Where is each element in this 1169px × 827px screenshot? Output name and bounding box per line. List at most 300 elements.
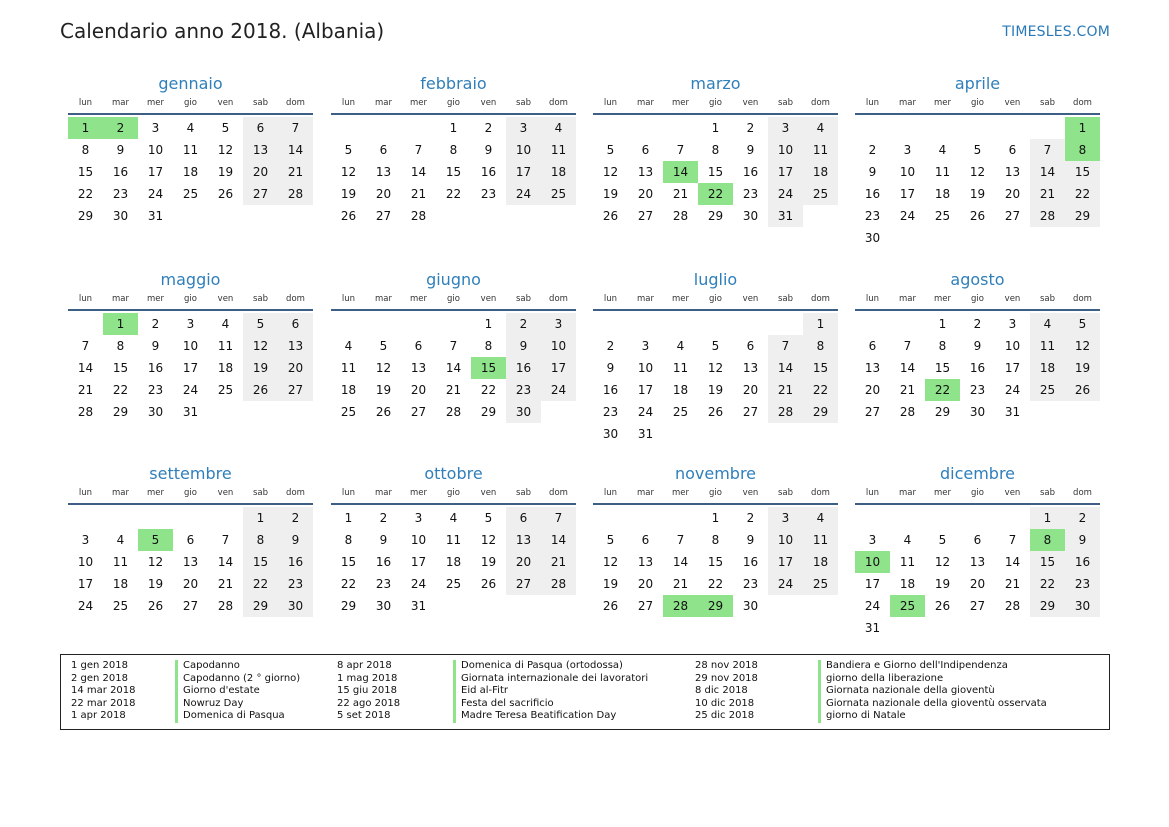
day-cell: 5 — [1065, 313, 1100, 335]
weekday-label: mar — [112, 98, 129, 108]
day-cell: 15 — [707, 555, 724, 569]
weekday-label: mer — [409, 488, 427, 498]
day-cell: 13 — [969, 555, 986, 569]
weekday-header — [68, 95, 313, 115]
day-cell: 31 — [410, 599, 427, 613]
day-cell: 1 — [711, 121, 720, 135]
day-cell: 12 — [147, 555, 164, 569]
legend-date: 22 mar 2018 — [71, 697, 136, 709]
day-cell: 4 — [344, 339, 353, 353]
day-cell: 9 — [868, 165, 877, 179]
day-cell: 13 — [410, 361, 427, 375]
day-cell: 10 — [768, 529, 803, 551]
day-cell: 19 — [217, 165, 234, 179]
day-cell: 25 — [934, 209, 951, 223]
day-cell: 5 — [484, 511, 493, 525]
day-cell: 21 — [541, 551, 576, 573]
weekday-label: gio — [971, 488, 984, 498]
day-cell: 20 — [243, 161, 278, 183]
weekday-label: sab — [252, 488, 269, 498]
day-cell: 13 — [864, 361, 881, 375]
day-cell: 30 — [602, 427, 619, 441]
day-cell: 30 — [112, 209, 129, 223]
day-cell: 11 — [445, 533, 462, 547]
legend-date: 8 dic 2018 — [695, 685, 748, 697]
day-grid — [593, 115, 838, 227]
day-cell: 8 — [803, 335, 838, 357]
weekday-label: mar — [637, 488, 654, 498]
day-cell: 2 — [278, 507, 313, 529]
day-cell: 18 — [803, 551, 838, 573]
weekday-label: dom — [549, 98, 568, 108]
day-cell: 5 — [938, 533, 947, 547]
legend-names-col-2 — [455, 660, 648, 723]
day-cell: 6 — [186, 533, 195, 547]
day-cell: 24 — [182, 383, 199, 397]
day-cell: 2 — [606, 339, 615, 353]
day-cell: 11 — [112, 555, 129, 569]
day-cell: 12 — [602, 165, 619, 179]
day-cell: 18 — [217, 361, 234, 375]
day-cell: 19 — [707, 383, 724, 397]
day-cell: 10 — [182, 339, 199, 353]
day-cell: 24 — [768, 573, 803, 595]
day-cell: 17 — [768, 161, 803, 183]
legend-date: 29 nov 2018 — [695, 672, 758, 684]
day-cell: 1 — [243, 507, 278, 529]
empty-cell — [68, 507, 103, 529]
weekday-label: mar — [112, 294, 129, 304]
day-cell: 2 — [868, 143, 877, 157]
day-cell: 4 — [903, 533, 912, 547]
day-cell: 7 — [414, 143, 423, 157]
day-cell: 6 — [641, 533, 650, 547]
empty-cell — [890, 117, 925, 139]
weekday-label: lun — [865, 488, 880, 498]
holiday-day-cell: 15 — [471, 357, 506, 379]
day-cell: 11 — [182, 143, 199, 157]
weekday-label: gio — [447, 98, 460, 108]
day-cell: 2 — [379, 511, 388, 525]
empty-cell — [733, 313, 768, 335]
day-cell: 3 — [541, 313, 576, 335]
day-cell: 21 — [1004, 577, 1021, 591]
weekday-label: ven — [217, 98, 234, 108]
weekday-label: sab — [1039, 488, 1056, 498]
day-grid — [68, 115, 313, 227]
day-cell: 16 — [480, 165, 497, 179]
empty-cell — [366, 117, 401, 139]
site-link[interactable]: TIMESLES.COM — [1002, 24, 1110, 40]
day-cell: 2 — [973, 317, 982, 331]
day-cell: 20 — [182, 577, 199, 591]
weekday-label: mer — [146, 98, 164, 108]
holiday-day-cell: 8 — [1030, 529, 1065, 551]
weekday-header — [593, 485, 838, 505]
day-grid — [68, 311, 313, 423]
day-cell: 25 — [217, 383, 234, 397]
holiday-day-cell: 29 — [698, 595, 733, 617]
day-cell: 10 — [77, 555, 94, 569]
month-name: giugno — [426, 270, 481, 289]
day-cell: 2 — [151, 317, 160, 331]
month-name: marzo — [690, 74, 741, 93]
day-cell: 28 — [410, 209, 427, 223]
day-cell: 27 — [375, 209, 392, 223]
weekday-label: sab — [777, 294, 794, 304]
empty-cell — [995, 117, 1030, 139]
empty-cell — [995, 507, 1030, 529]
day-cell: 25 — [672, 405, 689, 419]
day-cell: 25 — [445, 577, 462, 591]
legend-holiday-name: Bandiera e Giorno dell'Indipendenza — [826, 660, 1008, 671]
day-cell: 15 — [934, 361, 951, 375]
day-cell: 11 — [1030, 335, 1065, 357]
day-cell: 19 — [375, 383, 392, 397]
empty-cell — [436, 313, 471, 335]
legend-date: 1 apr 2018 — [71, 710, 126, 722]
day-cell: 25 — [112, 599, 129, 613]
day-cell: 29 — [77, 209, 94, 223]
legend-date: 5 set 2018 — [337, 710, 391, 722]
day-cell: 23 — [742, 577, 759, 591]
day-cell: 18 — [1030, 357, 1065, 379]
weekday-label: ven — [742, 98, 759, 108]
weekday-label: sab — [515, 98, 532, 108]
day-cell: 9 — [506, 335, 541, 357]
day-cell: 26 — [375, 405, 392, 419]
day-cell: 8 — [243, 529, 278, 551]
empty-cell — [138, 507, 173, 529]
day-cell: 12 — [480, 533, 497, 547]
empty-cell — [663, 507, 698, 529]
day-cell: 15 — [707, 165, 724, 179]
day-cell: 2 — [746, 511, 755, 525]
legend-dates-col-3 — [695, 660, 758, 723]
day-cell: 17 — [506, 161, 541, 183]
legend-dates-col-2 — [337, 660, 400, 723]
day-cell: 28 — [768, 401, 803, 423]
weekday-label: dom — [811, 294, 830, 304]
day-cell: 5 — [606, 143, 615, 157]
weekday-label: ven — [742, 294, 759, 304]
weekday-label: sab — [515, 488, 532, 498]
day-cell: 20 — [637, 187, 654, 201]
day-cell: 18 — [445, 555, 462, 569]
weekday-label: gio — [709, 488, 722, 498]
day-cell: 19 — [602, 187, 619, 201]
holiday-day-cell: 1 — [68, 117, 103, 139]
day-cell: 17 — [768, 551, 803, 573]
day-cell: 28 — [278, 183, 313, 205]
day-cell: 27 — [506, 573, 541, 595]
day-cell: 28 — [672, 209, 689, 223]
day-cell: 21 — [217, 577, 234, 591]
weekday-label: sab — [1039, 294, 1056, 304]
empty-cell — [628, 507, 663, 529]
day-cell: 19 — [1065, 357, 1100, 379]
day-cell: 3 — [151, 121, 160, 135]
day-cell: 31 — [1004, 405, 1021, 419]
holiday-day-cell: 8 — [1065, 139, 1100, 161]
weekday-header — [855, 485, 1100, 505]
month-name: settembre — [149, 464, 232, 483]
legend-holiday-name: Capodanno — [183, 660, 240, 671]
day-cell: 11 — [672, 361, 689, 375]
day-cell: 20 — [506, 551, 541, 573]
weekday-label: ven — [1004, 294, 1021, 304]
month-name: agosto — [950, 270, 1005, 289]
day-cell: 21 — [672, 187, 689, 201]
day-cell: 7 — [449, 339, 458, 353]
day-cell: 10 — [410, 533, 427, 547]
day-cell: 20 — [637, 577, 654, 591]
holiday-day-cell: 22 — [698, 183, 733, 205]
day-cell: 10 — [541, 335, 576, 357]
legend-holiday-name: giorno della liberazione — [826, 672, 944, 684]
empty-cell — [768, 313, 803, 335]
empty-cell — [401, 117, 436, 139]
day-cell: 24 — [1004, 383, 1021, 397]
day-cell: 29 — [934, 405, 951, 419]
month-giugno — [331, 269, 576, 423]
day-cell: 2 — [506, 313, 541, 335]
day-cell: 31 — [147, 209, 164, 223]
month-name: dicembre — [939, 464, 1016, 483]
day-cell: 30 — [864, 231, 881, 245]
legend-names-col-3 — [820, 660, 1047, 723]
legend-date: 28 nov 2018 — [695, 660, 758, 671]
day-cell: 30 — [506, 401, 541, 423]
weekday-header — [593, 95, 838, 115]
day-cell: 30 — [1065, 595, 1100, 617]
day-cell: 11 — [899, 555, 916, 569]
month-name: ottobre — [424, 464, 483, 483]
weekday-label: lun — [78, 294, 93, 304]
day-cell: 16 — [602, 383, 619, 397]
day-cell: 27 — [410, 405, 427, 419]
holiday-legend — [60, 654, 1110, 730]
day-cell: 3 — [868, 533, 877, 547]
holiday-day-cell: 10 — [855, 551, 890, 573]
weekday-label: mar — [899, 294, 916, 304]
weekday-label: dom — [549, 488, 568, 498]
day-cell: 3 — [506, 117, 541, 139]
day-cell: 16 — [1065, 551, 1100, 573]
weekday-label: ven — [742, 488, 759, 498]
day-grid — [331, 115, 576, 227]
weekday-label: ven — [217, 488, 234, 498]
day-cell: 12 — [1065, 335, 1100, 357]
day-cell: 11 — [541, 139, 576, 161]
day-cell: 31 — [768, 205, 803, 227]
legend-holiday-name: Eid al-Fitr — [461, 685, 508, 697]
day-cell: 27 — [742, 405, 759, 419]
day-cell: 17 — [147, 165, 164, 179]
day-cell: 7 — [81, 339, 90, 353]
day-cell: 30 — [742, 209, 759, 223]
day-cell: 13 — [742, 361, 759, 375]
day-cell: 9 — [278, 529, 313, 551]
day-cell: 6 — [278, 313, 313, 335]
day-cell: 20 — [1004, 187, 1021, 201]
empty-cell — [173, 507, 208, 529]
day-cell: 23 — [480, 187, 497, 201]
day-cell: 28 — [217, 599, 234, 613]
day-cell: 18 — [803, 161, 838, 183]
day-cell: 28 — [899, 405, 916, 419]
legend-holiday-name: Capodanno (2 ° giorno) — [183, 672, 301, 684]
day-cell: 14 — [1030, 161, 1065, 183]
weekday-label: dom — [286, 98, 305, 108]
day-cell: 19 — [934, 577, 951, 591]
day-cell: 6 — [379, 143, 388, 157]
day-cell: 7 — [1008, 533, 1017, 547]
day-cell: 21 — [410, 187, 427, 201]
weekday-header — [68, 485, 313, 505]
weekday-label: lun — [865, 98, 880, 108]
day-cell: 18 — [672, 383, 689, 397]
day-cell: 8 — [81, 143, 90, 157]
holiday-day-cell: 2 — [103, 117, 138, 139]
day-cell: 8 — [711, 533, 720, 547]
empty-cell — [925, 507, 960, 529]
day-cell: 13 — [637, 165, 654, 179]
weekday-label: mer — [933, 488, 951, 498]
day-cell: 12 — [969, 165, 986, 179]
day-cell: 11 — [803, 139, 838, 161]
day-cell: 16 — [864, 187, 881, 201]
day-grid — [593, 311, 838, 445]
day-cell: 5 — [606, 533, 615, 547]
day-cell: 3 — [641, 339, 650, 353]
weekday-label: lun — [603, 488, 618, 498]
legend-date: 8 apr 2018 — [337, 660, 392, 671]
day-cell: 24 — [410, 577, 427, 591]
legend-date: 1 mag 2018 — [337, 672, 398, 684]
day-cell: 9 — [151, 339, 160, 353]
holiday-day-cell: 28 — [663, 595, 698, 617]
day-cell: 7 — [903, 339, 912, 353]
day-cell: 6 — [746, 339, 755, 353]
day-cell: 31 — [864, 621, 881, 635]
day-cell: 29 — [707, 209, 724, 223]
day-cell: 30 — [375, 599, 392, 613]
weekday-label: mer — [671, 98, 689, 108]
weekday-header — [855, 95, 1100, 115]
empty-cell — [331, 313, 366, 335]
day-cell: 19 — [340, 187, 357, 201]
day-cell: 27 — [637, 209, 654, 223]
day-cell: 25 — [803, 573, 838, 595]
day-cell: 29 — [1065, 205, 1100, 227]
day-cell: 3 — [186, 317, 195, 331]
legend-date: 22 ago 2018 — [337, 697, 401, 709]
day-cell: 6 — [506, 507, 541, 529]
day-cell: 3 — [768, 507, 803, 529]
day-cell: 16 — [112, 165, 129, 179]
weekday-header — [68, 291, 313, 311]
day-cell: 28 — [77, 405, 94, 419]
empty-cell — [401, 313, 436, 335]
day-cell: 12 — [340, 165, 357, 179]
month-febbraio — [331, 73, 576, 227]
day-cell: 15 — [77, 165, 94, 179]
weekday-label: lun — [603, 294, 618, 304]
weekday-label: mer — [146, 294, 164, 304]
day-cell: 14 — [541, 529, 576, 551]
day-grid — [855, 311, 1100, 423]
day-cell: 12 — [602, 555, 619, 569]
day-cell: 19 — [243, 357, 278, 379]
day-cell: 29 — [803, 401, 838, 423]
month-name: aprile — [954, 74, 1001, 93]
empty-cell — [855, 507, 890, 529]
day-cell: 14 — [278, 139, 313, 161]
day-cell: 21 — [1030, 183, 1065, 205]
day-cell: 22 — [480, 383, 497, 397]
day-cell: 13 — [182, 555, 199, 569]
day-cell: 25 — [541, 183, 576, 205]
weekday-label: sab — [515, 294, 532, 304]
day-cell: 24 — [899, 209, 916, 223]
day-cell: 18 — [899, 577, 916, 591]
weekday-label: dom — [811, 98, 830, 108]
day-cell: 9 — [116, 143, 125, 157]
day-cell: 21 — [768, 379, 803, 401]
day-cell: 9 — [606, 361, 615, 375]
day-cell: 13 — [637, 555, 654, 569]
weekday-label: mar — [375, 488, 392, 498]
day-cell: 27 — [182, 599, 199, 613]
day-cell: 25 — [1030, 379, 1065, 401]
day-cell: 13 — [278, 335, 313, 357]
day-cell: 15 — [445, 165, 462, 179]
day-cell: 12 — [934, 555, 951, 569]
day-cell: 7 — [221, 533, 230, 547]
day-cell: 1 — [803, 313, 838, 335]
day-cell: 4 — [449, 511, 458, 525]
weekday-label: dom — [286, 294, 305, 304]
day-cell: 23 — [112, 187, 129, 201]
day-cell: 26 — [602, 209, 619, 223]
weekday-label: gio — [709, 294, 722, 304]
day-cell: 16 — [375, 555, 392, 569]
day-cell: 6 — [641, 143, 650, 157]
day-grid — [855, 505, 1100, 639]
day-cell: 13 — [243, 139, 278, 161]
day-cell: 22 — [803, 379, 838, 401]
legend-names-col-1 — [177, 660, 300, 723]
day-grid — [331, 505, 576, 617]
day-cell: 7 — [1030, 139, 1065, 161]
day-cell: 16 — [147, 361, 164, 375]
month-settembre — [68, 463, 313, 617]
day-cell: 1 — [938, 317, 947, 331]
day-cell: 21 — [278, 161, 313, 183]
day-cell: 1 — [1030, 507, 1065, 529]
day-cell: 9 — [746, 533, 755, 547]
day-cell: 7 — [768, 335, 803, 357]
day-cell: 26 — [480, 577, 497, 591]
holiday-day-cell: 14 — [663, 161, 698, 183]
month-name: febbraio — [420, 74, 487, 93]
day-cell: 25 — [803, 183, 838, 205]
weekday-label: dom — [549, 294, 568, 304]
month-name: luglio — [693, 270, 738, 289]
day-cell: 6 — [414, 339, 423, 353]
day-cell: 25 — [340, 405, 357, 419]
